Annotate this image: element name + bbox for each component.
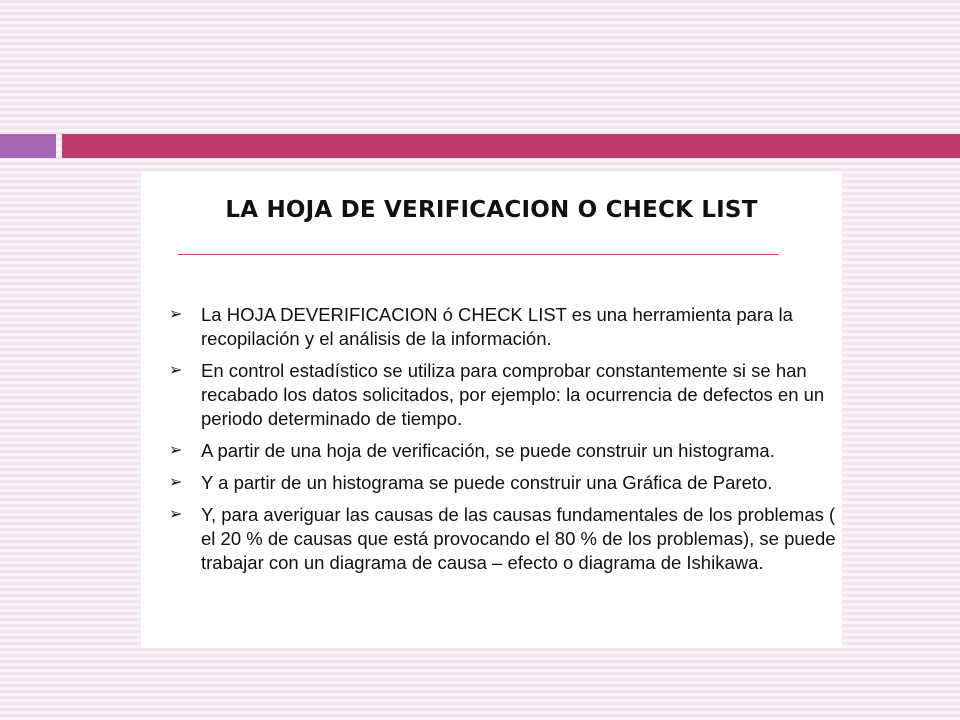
bullet-item bbox=[167, 503, 839, 575]
slide-content-card bbox=[141, 171, 842, 648]
bullet-text: Y a partir de un histograma se puede construir una Gráfica de Pareto. bbox=[201, 472, 773, 493]
arrowhead-bullet-icon: ➢ bbox=[169, 362, 183, 379]
arrowhead-bullet-icon: ➢ bbox=[169, 506, 183, 523]
arrowhead-bullet-icon: ➢ bbox=[169, 474, 183, 491]
title-underline-rule bbox=[178, 254, 779, 255]
bullet-text: Y, para averiguar las causas de las causas fundamentales de los problemas ( el 20 % de causas que está provocando el 80 % de los problemas), se puede trabajar con un diagrama de causa – efecto o diagrama de Ishikawa. bbox=[201, 504, 836, 573]
bullet-text: La HOJA DEVERIFICACION ó CHECK LIST es una herramienta para la recopilación y el análisis de la información. bbox=[201, 304, 793, 349]
bullet-item bbox=[167, 359, 839, 431]
bullet-item bbox=[167, 439, 839, 463]
bullet-item bbox=[167, 471, 839, 495]
bullet-text: En control estadístico se utiliza para comprobar constantemente si se han recabado los datos solicitados, por ejemplo: la ocurrencia de defectos en un periodo determinado de tiempo. bbox=[201, 360, 825, 429]
slide-title: LA HOJA DE VERIFICACION O CHECK LIST bbox=[225, 197, 758, 223]
arrowhead-bullet-icon: ➢ bbox=[169, 306, 183, 323]
arrowhead-bullet-icon: ➢ bbox=[169, 442, 183, 459]
accent-bar-left bbox=[0, 134, 56, 158]
bullet-list bbox=[167, 303, 839, 583]
bullet-text: A partir de una hoja de verificación, se puede construir un histograma. bbox=[201, 440, 775, 461]
bullet-item bbox=[167, 303, 839, 351]
accent-bar-right bbox=[62, 134, 960, 158]
